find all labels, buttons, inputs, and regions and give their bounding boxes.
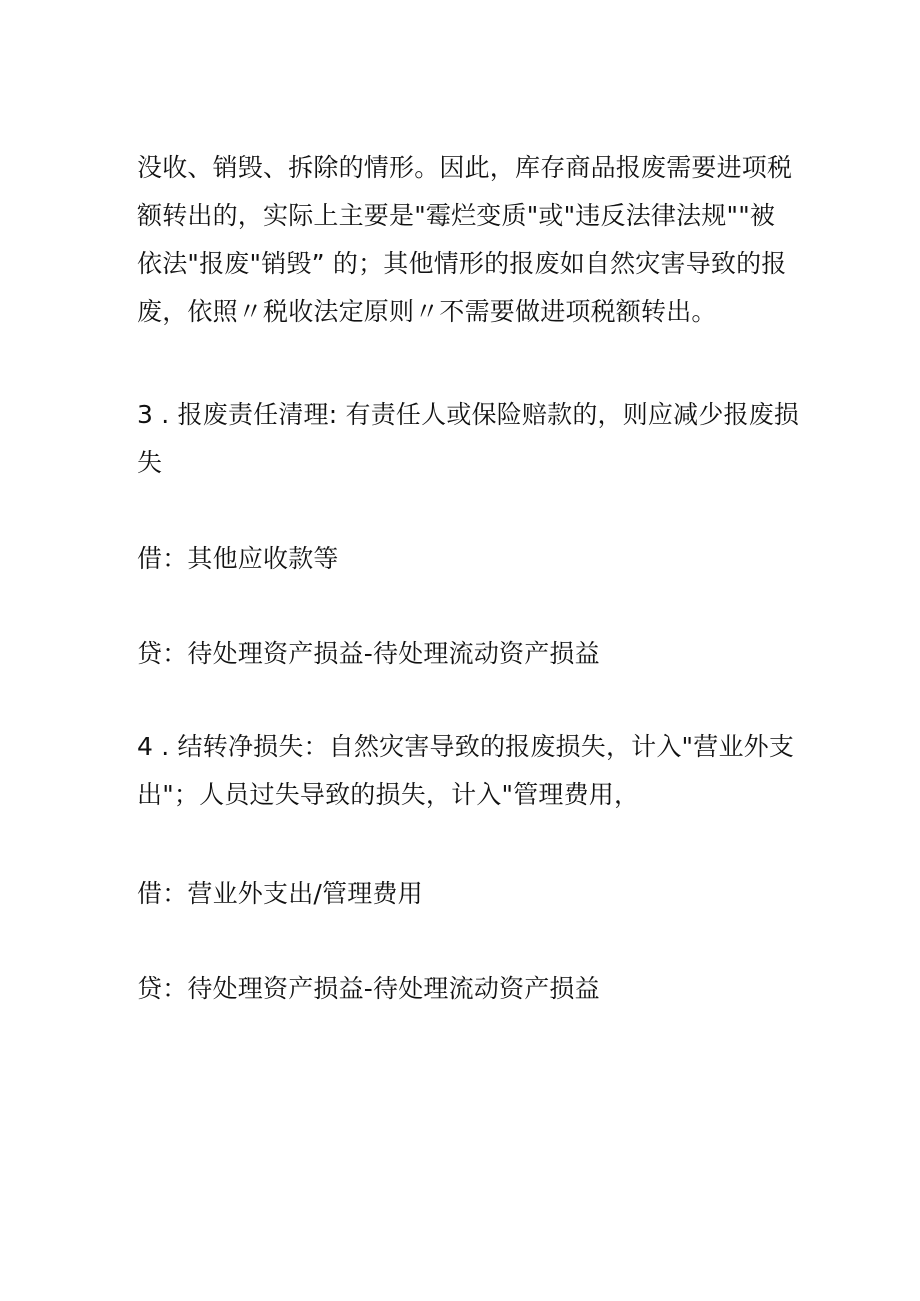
- text-line: 出"；人员过失导致的损失，计入"管理费用，: [137, 780, 640, 809]
- journal-credit-line: [137, 630, 797, 678]
- text-line: 借：其他应收款等: [137, 544, 339, 573]
- text-line: 3 . 报废责任清理: 有责任人或保险赔款的，则应减少报废损: [137, 400, 800, 429]
- text-line: 4 . 结转净损失：自然灾害导致的报废损失，计入"营业外支: [137, 732, 795, 761]
- paragraph-step-4-net-loss: [137, 723, 797, 819]
- text-line: 没收、销毁、拆除的情形。因此，库存商品报废需要进项税: [137, 153, 793, 182]
- text-line: 借：营业外支出/管理费用: [137, 879, 423, 908]
- paragraph-step-3-liability: [137, 391, 800, 487]
- text-line: 贷：待处理资产损益-待处理流动资产损益: [137, 639, 600, 668]
- journal-credit-line: [137, 965, 797, 1013]
- text-line: 额转出的，实际上主要是"霉烂变质"或"违反法律法规""被: [137, 201, 776, 230]
- text-line: 贷：待处理资产损益-待处理流动资产损益: [137, 974, 600, 1003]
- paragraph-vat-transfer-note: [137, 144, 797, 336]
- text-line: 依法"报废"销毁” 的；其他情形的报废如自然灾害导致的报: [137, 249, 787, 278]
- text-line: 废，依照〃税收法定原则〃不需要做进项税额转出。: [137, 297, 717, 326]
- journal-debit-line: [137, 870, 797, 918]
- journal-debit-line: [137, 535, 797, 583]
- text-line: 失: [137, 448, 163, 477]
